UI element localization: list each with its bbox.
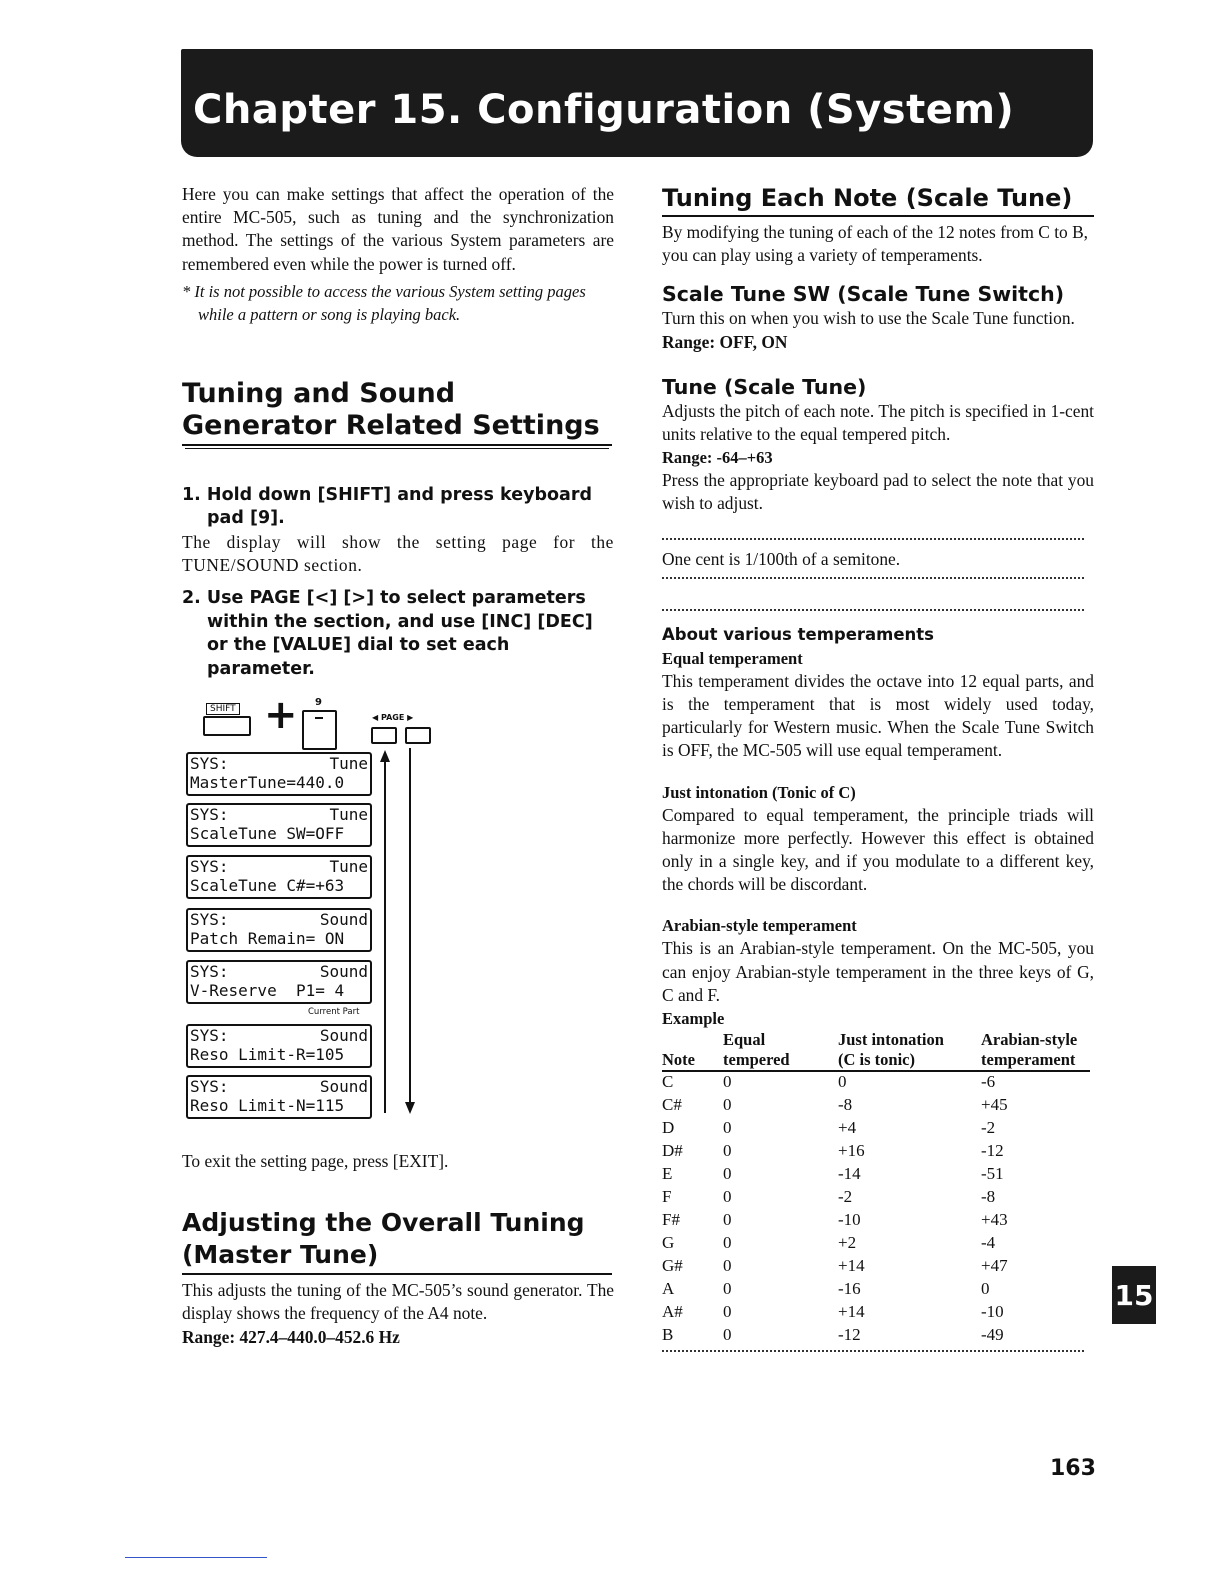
table-cell: 0 (723, 1095, 732, 1115)
page-right-button (405, 727, 431, 744)
shift-button (203, 716, 251, 736)
arab-title: Arabian-style temperament (662, 916, 857, 936)
table-cell: -8 (981, 1187, 996, 1207)
table-cell: D (662, 1118, 675, 1138)
table-cell: -2 (838, 1187, 853, 1207)
table-row (662, 1187, 1090, 1210)
table-row (662, 1095, 1090, 1118)
table-cell: +16 (838, 1141, 865, 1161)
table-cell: A (662, 1279, 675, 1299)
table-row (662, 1071, 1090, 1095)
page-left-button (371, 727, 397, 744)
table-cell: -14 (838, 1164, 861, 1184)
table-cell: F (662, 1187, 672, 1207)
scale-tune-text: By modifying the tuning of each of the 12 notes from C to B, you can play using a variety of temperaments. (662, 222, 1089, 266)
tune-range: Range: -64–+63 (662, 448, 773, 468)
table-cell: E (662, 1164, 673, 1184)
lcd-voice-reserve: SYS: Sound V-Reserve P1= 4 (186, 960, 372, 1004)
table-cell: +14 (838, 1302, 865, 1322)
table-row (662, 1302, 1090, 1325)
step-2: 2. Use PAGE [<] [>] to select parameters within the section, and use [INC] [DEC] or the [VALUE] dial to set each parameter. (182, 588, 593, 679)
shift-label: SHIFT (206, 703, 240, 715)
table-cell: +45 (981, 1095, 1008, 1115)
table-cell: D# (662, 1141, 683, 1161)
table-header-bottom: Note tempered (C is tonic) temperament (662, 1050, 1090, 1071)
table-cell: C# (662, 1095, 682, 1115)
table-cell: -10 (981, 1302, 1004, 1322)
table-row (662, 1279, 1090, 1302)
temperament-table (662, 1030, 1090, 1348)
intro-note: * It is not possible to access the various System setting pages while a pattern or song is playing back. (182, 281, 586, 324)
page-label: ◀ PAGE ▶ (372, 713, 414, 722)
lcd-scale-tune-note: SYS: Tune ScaleTune C#=+63 (186, 855, 372, 899)
table-cell: -10 (838, 1210, 861, 1230)
tuning-section-heading: Tuning and Sound Generator Related Settings (182, 378, 612, 446)
table-cell: G# (662, 1256, 683, 1276)
table-cell: +14 (838, 1256, 865, 1276)
table-cell: -51 (981, 1164, 1004, 1184)
tune-text: Adjusts the pitch of each note. The pitch is specified in 1-cent units relative to the equal tempered pitch. (662, 400, 1094, 445)
master-tune-heading: Adjusting the Overall Tuning (Master Tune) (182, 1207, 612, 1275)
arab-text: This is an Arabian-style temperament. On the MC-505, you can enjoy Arabian-style temperament in the three keys of G, C and F. (662, 938, 1094, 1005)
table-cell: -16 (838, 1279, 861, 1299)
table-cell: 0 (723, 1256, 732, 1276)
just-text: Compared to equal temperament, the principle triads will harmonize more perfectly. However this effect is obtained only in a single key, and if you modulate to a different key, the chords will be discordant. (662, 804, 1094, 895)
table-cell: 0 (723, 1233, 732, 1253)
table-cell: C (662, 1072, 674, 1092)
page-number: 163 (1050, 1456, 1096, 1481)
table-cell: +43 (981, 1210, 1008, 1230)
current-part-label: Current Part (308, 1007, 360, 1017)
table-cell: +4 (838, 1118, 857, 1138)
table-cell: -4 (981, 1233, 996, 1253)
temperaments-heading: About various temperaments (662, 624, 935, 644)
page-left-arrow-icon (380, 750, 390, 762)
table-cell: 0 (723, 1164, 732, 1184)
table-cell: 0 (723, 1210, 732, 1230)
master-tune-range: Range: 427.4–440.0–452.6 Hz (182, 1326, 400, 1347)
divider (662, 538, 1084, 540)
right-column (662, 183, 1094, 1352)
table-cell: +2 (838, 1233, 857, 1253)
cent-note: One cent is 1/100th of a semitone. (662, 548, 901, 569)
table-cell: B (662, 1325, 674, 1345)
table-cell: 0 (723, 1118, 732, 1138)
table-cell: -49 (981, 1325, 1004, 1345)
table-cell: 0 (723, 1141, 732, 1161)
table-cell: A# (662, 1302, 683, 1322)
table-cell: 0 (981, 1279, 990, 1299)
chapter-title: Chapter 15. Configuration (System) (193, 87, 1015, 133)
chapter-banner (181, 49, 1093, 157)
keyboard-pad-9 (302, 710, 337, 750)
divider (662, 577, 1084, 579)
table-header-top: Equal Just intonation Arabian-style (723, 1030, 1078, 1050)
table-cell: -12 (981, 1141, 1004, 1161)
equal-title: Equal temperament (662, 648, 803, 668)
table-cell: 0 (723, 1279, 732, 1299)
lcd-master-tune: SYS: Tune MasterTune=440.0 (186, 752, 372, 796)
master-tune-text: This adjusts the tuning of the MC-505’s sound generator. The display shows the frequency of the A4 note. (182, 1280, 614, 1324)
divider (662, 1350, 1084, 1352)
table-row (662, 1118, 1090, 1141)
left-column-lower (182, 1150, 614, 1349)
table-cell: -12 (838, 1325, 861, 1345)
page-right-arrow-icon (405, 1102, 415, 1114)
table-cell: +47 (981, 1256, 1008, 1276)
table-row (662, 1210, 1090, 1233)
tune-text-2: Press the appropriate keyboard pad to select the note that you wish to adjust. (662, 470, 1094, 514)
scale-tune-sw-text: Turn this on when you wish to use the Scale Tune function. (662, 308, 1075, 329)
page-arrows (376, 748, 416, 1118)
just-title: Just intonation (Tonic of C) (662, 782, 856, 802)
scale-tune-sw-heading: Scale Tune SW (Scale Tune Switch) (662, 282, 1065, 307)
table-row (662, 1164, 1090, 1187)
divider (662, 609, 1084, 611)
step-1-text: The display will show the setting page for the TUNE/SOUND section. (182, 531, 614, 576)
lcd-reso-limit-n: SYS: Sound Reso Limit-N=115 (186, 1075, 372, 1119)
exit-text: To exit the setting page, press [EXIT]. (182, 1151, 449, 1171)
table-cell: F# (662, 1210, 680, 1230)
table-cell: -8 (838, 1095, 853, 1115)
footer-line (125, 1557, 267, 1558)
table-cell: 0 (723, 1187, 732, 1207)
lcd-scale-tune-sw: SYS: Tune ScaleTune SW=OFF (186, 803, 372, 847)
table-cell: 0 (838, 1072, 847, 1092)
left-column (182, 183, 614, 681)
intro-text: Here you can make settings that affect the operation of the entire MC-505, such as tuning and the synchronization method. The settings of the various System parameters are remembered even while the power is turned off. (182, 184, 614, 274)
table-row (662, 1233, 1090, 1256)
scale-tune-sw-range: Range: OFF, ON (662, 331, 788, 352)
table-cell: G (662, 1233, 675, 1253)
table-cell: -2 (981, 1118, 996, 1138)
lcd-patch-remain: SYS: Sound Patch Remain= ON (186, 908, 372, 952)
equal-text: This temperament divides the octave into 12 equal parts, and is the temperament that is most widely used today, particularly for Western music. When the Scale Tune Switch is OFF, the MC-505 will use equal temperament. (662, 670, 1094, 761)
pad-number: 9 (315, 697, 322, 708)
step-1: 1. Hold down [SHIFT] and press keyboard pad [9]. (182, 484, 593, 529)
scale-tune-heading: Tuning Each Note (Scale Tune) (662, 183, 1094, 217)
plus-icon: + (264, 692, 298, 738)
chapter-tab: 15 (1112, 1266, 1156, 1324)
table-cell: -6 (981, 1072, 996, 1092)
table-row (662, 1256, 1090, 1279)
example-label: Example (662, 1009, 725, 1029)
table-cell: 0 (723, 1325, 732, 1345)
table-row (662, 1325, 1090, 1348)
table-row (662, 1141, 1090, 1164)
tune-heading: Tune (Scale Tune) (662, 374, 867, 399)
lcd-reso-limit-r: SYS: Sound Reso Limit-R=105 (186, 1024, 372, 1068)
table-cell: 0 (723, 1072, 732, 1092)
table-cell: 0 (723, 1302, 732, 1322)
